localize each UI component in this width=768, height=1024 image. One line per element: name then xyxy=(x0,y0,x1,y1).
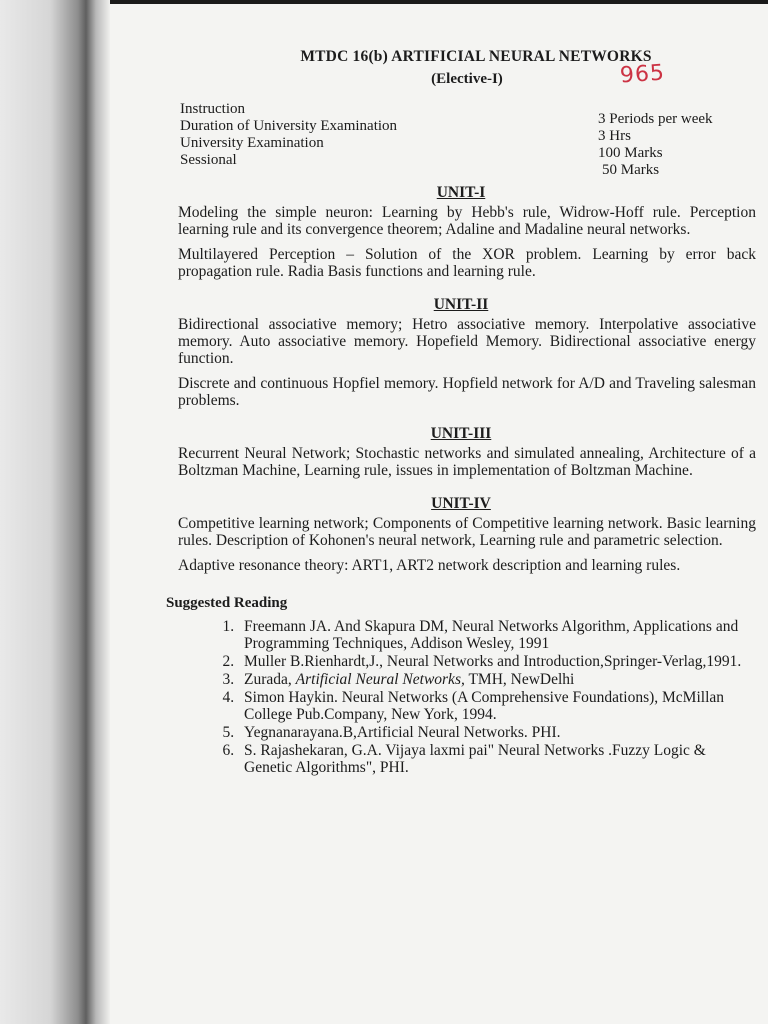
unit-paragraph: Competitive learning network; Components of Competitive learning network. Basic learning rules. Description of Kohonen's neural network, Learning rule and parametric selection. xyxy=(178,515,756,549)
unit-heading: UNIT-III xyxy=(430,425,492,442)
reading-item xyxy=(238,618,756,652)
unit-heading: UNIT-II xyxy=(433,296,489,313)
syllabus-page xyxy=(166,48,756,777)
scheme-value: 50 Marks xyxy=(602,162,660,178)
unit-paragraph: Adaptive resonance theory: ART1, ART2 network description and learning rules. xyxy=(178,557,681,574)
scheme-label: Duration of University Examination xyxy=(180,118,398,134)
scheme-label: University Examination xyxy=(180,135,324,151)
reading-text: S. Rajashekaran, G.A. Vijaya laxmi pai" Neural Networks .Fuzzy Logic & Genetic Algorithms", PHI. xyxy=(244,742,706,776)
scheme-value: 100 Marks xyxy=(598,145,663,161)
scheme-label: Instruction xyxy=(180,101,245,117)
reading-text: Zurada, xyxy=(244,671,296,688)
reading-text: Muller B.Rienhardt,J., Neural Networks and Introduction,Springer-Verlag,1991. xyxy=(244,653,742,670)
reading-list xyxy=(166,618,756,776)
scheme-label: Sessional xyxy=(180,152,237,168)
reading-text: TMH, NewDelhi xyxy=(464,671,575,688)
scheme-labels xyxy=(180,100,397,168)
scheme-value: 3 Periods per week xyxy=(598,111,713,127)
course-title: MTDC 16(b) ARTIFICIAL NEURAL NETWORKS xyxy=(300,48,652,65)
elective-label: (Elective-I) xyxy=(431,71,503,87)
unit-paragraph: Bidirectional associative memory; Hetro associative memory. Interpolative associative memory. Auto associative memory. Hopefield Memory. Bidirectional associative energy function. xyxy=(178,316,756,367)
unit-paragraph: Discrete and continuous Hopfiel memory. Hopfield network for A/D and Traveling salesman problems. xyxy=(178,375,756,409)
reading-item xyxy=(238,689,756,723)
book-gutter-shadow xyxy=(0,0,110,1024)
reading-title: Artificial Neural Networks, xyxy=(295,671,465,688)
handwritten-page-number: 965 xyxy=(619,60,666,89)
suggested-reading-heading: Suggested Reading xyxy=(166,595,288,611)
reading-text: Freemann JA. And Skapura DM, Neural Networks Algorithm, Applications and Programming Techniques, Addison Wesley, 1991 xyxy=(244,618,739,652)
page-top-edge xyxy=(0,0,768,4)
unit-paragraph: Recurrent Neural Network; Stochastic networks and simulated annealing, Architecture of a Boltzman Machine, Learning rule, issues in implementation of Boltzman Machine. xyxy=(178,445,756,479)
unit-paragraph: Modeling the simple neuron: Learning by Hebb's rule, Widrow-Hoff rule. Perception learning rule and its convergence theorem; Adaline and Madaline neural networks. xyxy=(178,204,756,238)
reading-text: Yegnanarayana.B,Artificial Neural Networks. PHI. xyxy=(244,724,561,741)
scheme-table xyxy=(180,100,756,178)
reading-item xyxy=(238,653,756,670)
scheme-values xyxy=(598,110,713,178)
unit-heading: UNIT-IV xyxy=(431,495,491,512)
scheme-value: 3 Hrs xyxy=(598,128,631,144)
unit-paragraph: Multilayered Perception – Solution of the XOR problem. Learning by error back propagation rule. Radia Basis functions and learning rule. xyxy=(178,246,756,280)
unit-heading: UNIT-I xyxy=(436,184,486,201)
reading-text: Simon Haykin. Neural Networks (A Comprehensive Foundations), McMillan College Pub.Company, New York, 1994. xyxy=(244,689,725,723)
reading-item xyxy=(238,742,756,776)
reading-item xyxy=(238,724,756,741)
reading-item xyxy=(238,671,756,688)
